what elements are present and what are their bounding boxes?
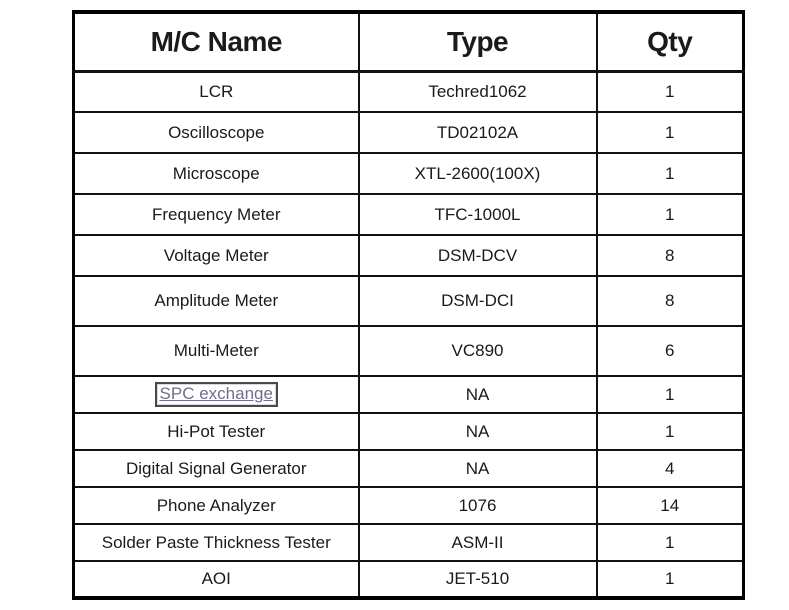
column-header-type: Type: [359, 12, 597, 71]
table-row: [74, 153, 744, 194]
qty-cell: 1: [597, 153, 744, 194]
table-row: [74, 71, 744, 112]
qty-cell: 1: [597, 524, 744, 561]
type-cell: NA: [359, 450, 597, 487]
type-cell: TFC-1000L: [359, 194, 597, 235]
type-cell: DSM-DCI: [359, 276, 597, 326]
qty-cell: 8: [597, 276, 744, 326]
type-cell: ASM-II: [359, 524, 597, 561]
mc-name-cell: Hi-Pot Tester: [74, 413, 359, 450]
qty-cell: 6: [597, 326, 744, 376]
mc-name-cell: Phone Analyzer: [74, 487, 359, 524]
qty-cell: 1: [597, 71, 744, 112]
table-row: [74, 235, 744, 276]
type-cell: 1076: [359, 487, 597, 524]
column-header-mc-name: M/C Name: [74, 12, 359, 71]
mc-name-cell: Multi-Meter: [74, 326, 359, 376]
mc-name-cell: Solder Paste Thickness Tester: [74, 524, 359, 561]
table-row: [74, 112, 744, 153]
header-row: [74, 12, 744, 71]
type-cell: NA: [359, 376, 597, 413]
mc-name-cell: Amplitude Meter: [74, 276, 359, 326]
table-row: [74, 487, 744, 524]
table-row: [74, 376, 744, 413]
qty-cell: 8: [597, 235, 744, 276]
mc-name-cell: Digital Signal Generator: [74, 450, 359, 487]
type-cell: VC890: [359, 326, 597, 376]
table-row: [74, 194, 744, 235]
column-header-qty: Qty: [597, 12, 744, 71]
qty-cell: 14: [597, 487, 744, 524]
table-row: [74, 561, 744, 598]
type-cell: JET-510: [359, 561, 597, 598]
table-row: [74, 413, 744, 450]
type-cell: TD02102A: [359, 112, 597, 153]
qty-cell: 1: [597, 413, 744, 450]
qty-cell: 1: [597, 376, 744, 413]
mc-name-cell: Microscope: [74, 153, 359, 194]
mc-name-cell: Oscilloscope: [74, 112, 359, 153]
spc-exchange-link[interactable]: SPC exchange: [155, 382, 278, 407]
table-row: [74, 326, 744, 376]
table-row: [74, 450, 744, 487]
qty-cell: 4: [597, 450, 744, 487]
qty-cell: 1: [597, 194, 744, 235]
type-cell: Techred1062: [359, 71, 597, 112]
table-body: [74, 71, 744, 598]
qty-cell: 1: [597, 112, 744, 153]
mc-name-cell: AOI: [74, 561, 359, 598]
mc-name-cell: Frequency Meter: [74, 194, 359, 235]
mc-name-cell: Voltage Meter: [74, 235, 359, 276]
table-row: [74, 276, 744, 326]
qty-cell: 1: [597, 561, 744, 598]
mc-name-cell: LCR: [74, 71, 359, 112]
table-header: [74, 12, 744, 71]
table-row: [74, 524, 744, 561]
type-cell: XTL-2600(100X): [359, 153, 597, 194]
mc-name-cell: [74, 376, 359, 413]
equipment-table: [72, 10, 745, 600]
type-cell: DSM-DCV: [359, 235, 597, 276]
type-cell: NA: [359, 413, 597, 450]
